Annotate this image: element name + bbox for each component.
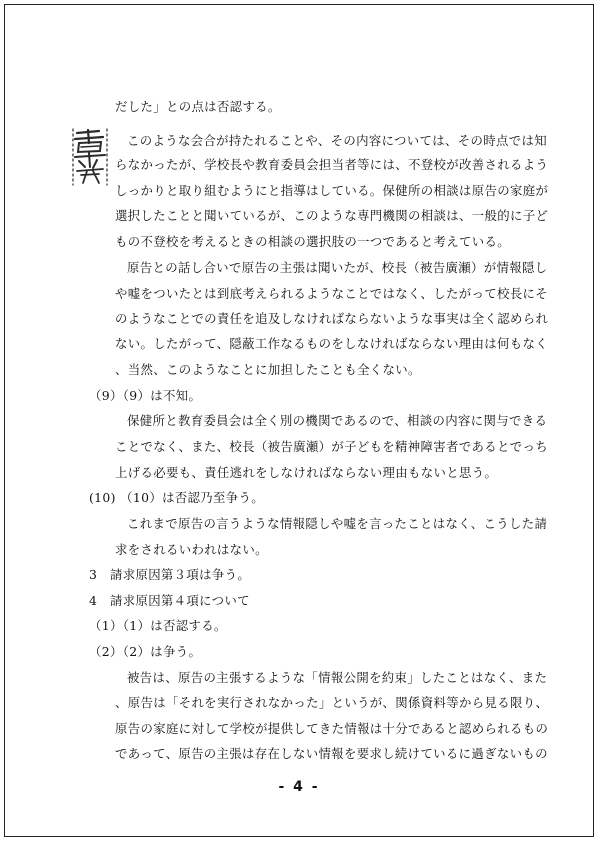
text-line: ことでなく、また、校長（被告廣瀬）が子どもを精神障害者であるとでっち bbox=[115, 439, 548, 454]
text-line: 選択したことと聞いているが、このような専門機関の相談は、一般的に子ど bbox=[115, 208, 549, 223]
text-line: 求をされるいわれはない。 bbox=[115, 542, 268, 557]
text-line: 保健所と教育委員会は全く別の機関であるので、相談の内容に関与できる bbox=[127, 413, 548, 428]
page-number: - 4 - bbox=[278, 779, 320, 795]
text-line: 原告との話し合いで原告の主張は聞いたが、校長（被告廣瀬）が情報隠し bbox=[127, 260, 548, 275]
text-line: 原告の家庭に対して学校が提供してきた情報は十分であると認められるもの bbox=[115, 721, 549, 736]
section-heading: (10) （10）は否認乃至争う。 bbox=[89, 490, 264, 505]
text-line: このような会合が持たれることや、その内容については、その時点では知 bbox=[127, 133, 547, 148]
document-page bbox=[4, 4, 594, 837]
section-heading: （1）（1）は否認する。 bbox=[89, 618, 227, 633]
text-line: だした」との点は否認する。 bbox=[115, 99, 281, 114]
text-line: のようなことでの責任を追及しなければならないような事実は全く認められ bbox=[115, 311, 549, 326]
text-line: しっかりと取り組むようにと指導はしている。保健所の相談は原告の家庭が bbox=[115, 183, 549, 198]
section-heading: （9）（9）は不知。 bbox=[89, 388, 202, 403]
text-line: 、原告は「それを実行されなかった」というが、関係資料等から見る限り、 bbox=[115, 695, 549, 710]
text-line: 被告は、原告の主張するような「情報公開を約束」したことはなく、また bbox=[127, 670, 548, 685]
section-heading: 3 請求原因第３項は争う。 bbox=[89, 567, 251, 582]
text-line: 上げる必要も、責任逃れをしなければならない理由もないと思う。 bbox=[115, 465, 498, 480]
section-heading: 4 請求原因第４項について bbox=[89, 593, 250, 608]
text-line: ない。したがって、隠蔽工作なるものをしなければならない理由は何もなく bbox=[115, 336, 548, 351]
text-line: であって、原告の主張は存在しない情報を要求し続けているに過ぎないもの bbox=[115, 746, 548, 761]
text-line: もの不登校を考えるときの相談の選択肢の一つであると考えている。 bbox=[115, 234, 510, 249]
text-line: 、当然、このようなことに加担したことも全くない。 bbox=[115, 362, 421, 377]
text-line: や嘘をついたとは到底考えられるようなことではなく、したがって校長にそ bbox=[115, 286, 548, 301]
seal-stamp bbox=[69, 127, 111, 189]
text-line: らなかったが、学校長や教育委員会担当者等には、不登校が改善されるよう bbox=[115, 157, 549, 172]
text-line: これまで原告の言うような情報隠しや嘘を言ったことはなく、こうした請 bbox=[127, 516, 548, 531]
section-heading: （2）（2）は争う。 bbox=[89, 644, 202, 659]
